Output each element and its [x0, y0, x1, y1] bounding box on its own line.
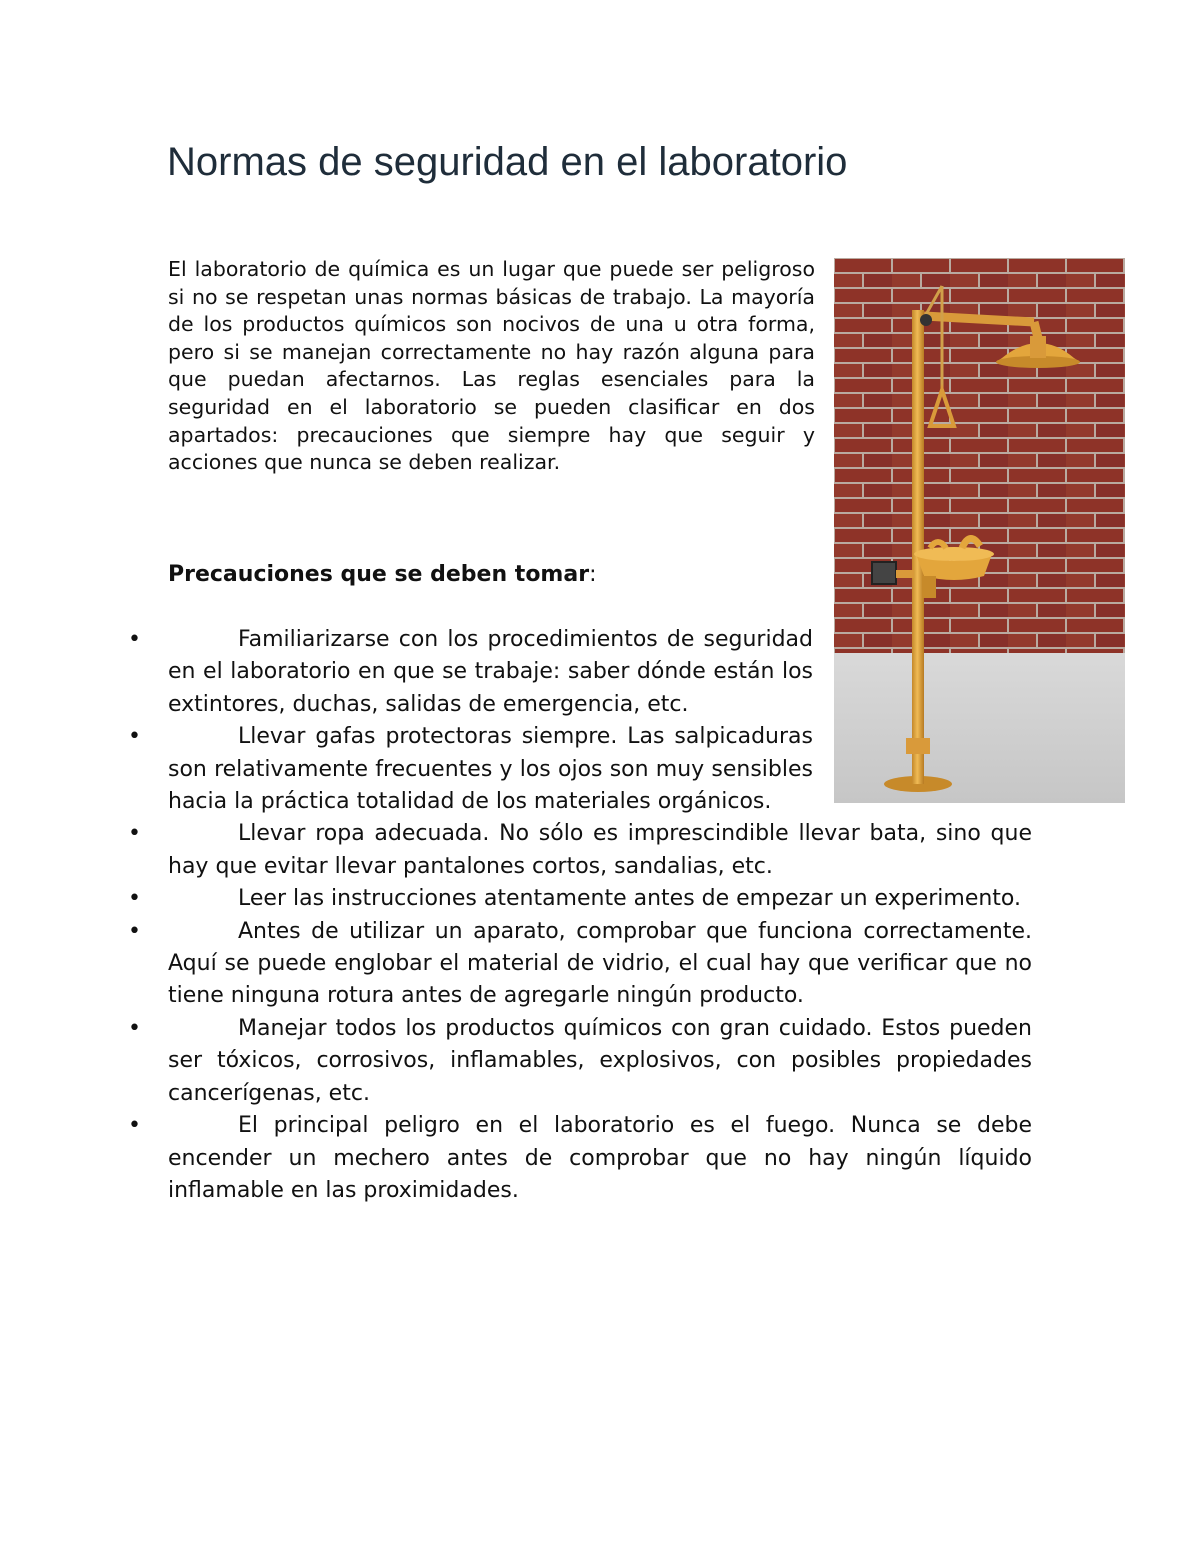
list-item [128, 624, 1032, 721]
list-item [128, 818, 1032, 883]
list-item [128, 1110, 1032, 1207]
list-item [128, 883, 1032, 915]
list-item-text: Manejar todos los productos químicos con gran cuidado. Estos pueden ser tóxicos, corrosivos, inflamables, explosivos, con posibles propiedades cancerígenas, etc. [168, 1015, 1032, 1106]
intro-paragraph: El laboratorio de química es un lugar que puede ser peligroso si no se respetan unas normas básicas de trabajo. La mayoría de los productos químicos son nocivos de una u otra forma, pero si se manejan correctamente no hay razón alguna para que puedan afectarnos. Las reglas esenciales para la seguridad en el laboratorio se pueden clasificar en dos apartados: precauciones que siempre hay que seguir y acciones que nunca se deben realizar. [168, 257, 815, 475]
section-heading-bold: Precauciones que se deben tomar [168, 562, 590, 587]
section-heading-colon: : [589, 562, 597, 587]
bullet-icon: • [128, 627, 141, 652]
page-title: Normas de seguridad en el laboratorio [167, 140, 848, 184]
list-item [128, 721, 1032, 818]
bullet-icon: • [128, 1015, 141, 1041]
list-item [128, 916, 1032, 1013]
bullet-icon: • [128, 1113, 141, 1139]
precautions-list [128, 624, 1032, 1207]
list-item-text: Leer las instrucciones atentamente antes de empezar un experimento. [238, 886, 1021, 912]
list-item [128, 1013, 1032, 1110]
list-item-text: Antes de utilizar un aparato, comprobar que funciona correctamente. Aquí se puede englobar el material de vidrio, el cual hay que verificar que no tiene ninguna rotura antes de agregarle ningún producto. [168, 918, 1032, 1009]
bullet-icon: • [128, 724, 141, 750]
list-item-text: Familiarizarse con los procedimientos de seguridad en el laboratorio en que se trabaje: saber dónde están los extintores, duchas, salidas de emergencia, etc. [168, 627, 813, 717]
list-item-text: El principal peligro en el laboratorio es el fuego. Nunca se debe encender un mechero antes de comprobar que no hay ningún líquido inflamable en las proximidades. [168, 1113, 1032, 1203]
bullet-icon: • [128, 886, 141, 912]
list-item-text: Llevar ropa adecuada. No sólo es imprescindible llevar bata, sino que hay que evitar llevar pantalones cortos, sandalias, etc. [168, 821, 1032, 879]
section-heading [168, 562, 596, 587]
bullet-icon: • [128, 821, 141, 847]
bullet-icon: • [128, 918, 141, 944]
list-item-text: Llevar gafas protectoras siempre. Las salpicaduras son relativamente frecuentes y los ojos son muy sensibles hacia la práctica totalidad de los materiales orgánicos. [168, 724, 813, 815]
